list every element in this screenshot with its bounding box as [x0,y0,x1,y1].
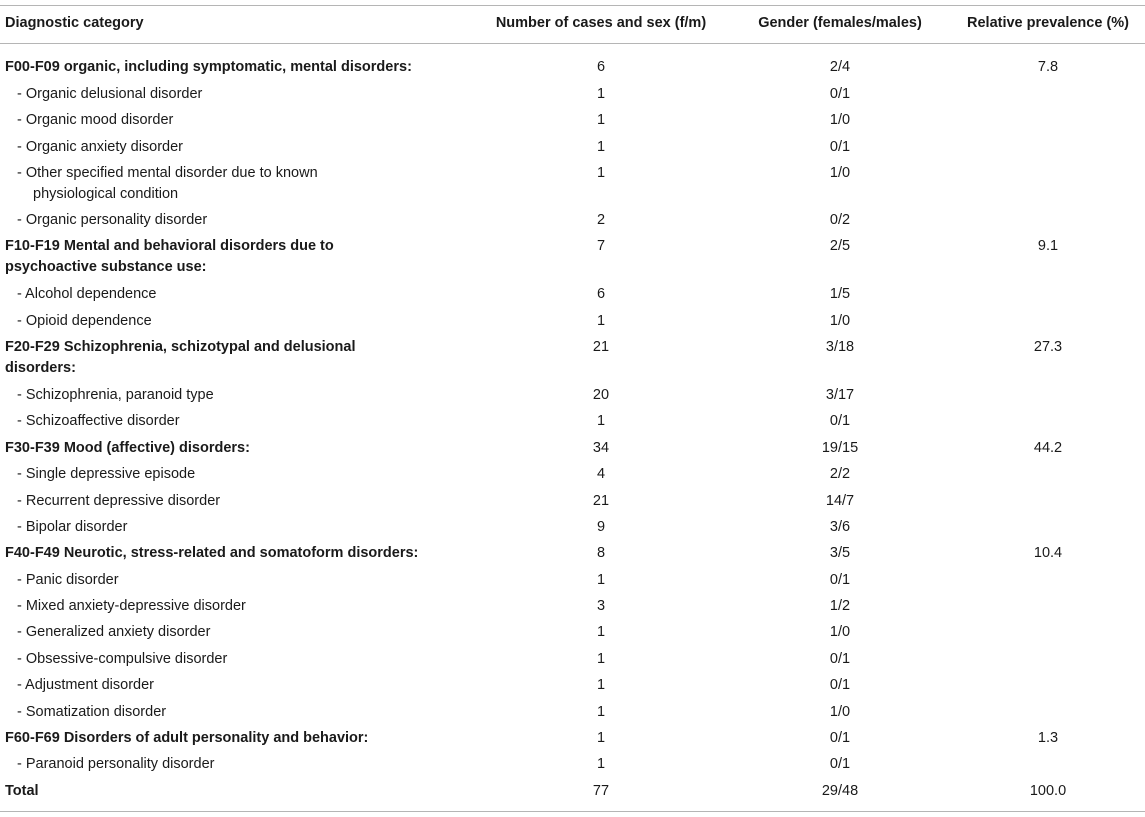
prevalence-cell: 7.8 [1037,59,1059,75]
subcategory-label: - Bipolar disorder [17,519,128,535]
cases-cell: 1 [596,572,606,588]
header-relative-prevalence: Relative prevalence (%) [967,15,1129,31]
prevalence-cell: 10.4 [1033,545,1063,561]
subcategory-label: - Organic personality disorder [17,212,208,228]
gender-cell: 1/0 [829,624,851,640]
gender-cell: 0/1 [829,413,851,429]
category-label: F20-F29 Schizophrenia, schizotypal and delusional disorders: [5,339,356,376]
gender-cell: 0/1 [829,730,851,746]
subcategory-label: - Opioid dependence [17,313,152,329]
gender-cell: 0/1 [829,86,851,102]
cases-cell: 6 [596,59,606,75]
gender-cell: 19/15 [821,440,859,456]
header-number-of-cases: Number of cases and sex (f/m) [495,15,707,31]
prevalence-cell: 1.3 [1037,730,1059,746]
category-label: F40-F49 Neurotic, stress-related and somatoform disorders: [5,545,419,561]
gender-cell: 3/5 [829,545,851,561]
cases-cell: 1 [596,624,606,640]
cases-cell: 7 [596,238,606,254]
total-gender-cell: 29/48 [821,783,859,799]
prevalence-cell: 9.1 [1037,238,1059,254]
gender-cell: 2/2 [829,466,851,482]
cases-cell: 34 [592,440,610,456]
gender-cell: 2/4 [829,59,851,75]
gender-cell: 3/18 [825,339,855,355]
table-top-rule [0,5,1145,6]
cases-cell: 1 [596,677,606,693]
cases-cell: 1 [596,756,606,772]
subcategory-label: - Organic anxiety disorder [17,139,184,155]
gender-cell: 0/2 [829,212,851,228]
subcategory-label: - Panic disorder [17,572,119,588]
gender-cell: 0/1 [829,677,851,693]
subcategory-label: - Generalized anxiety disorder [17,624,211,640]
cases-cell: 1 [596,86,606,102]
cases-cell: 8 [596,545,606,561]
gender-cell: 1/2 [829,598,851,614]
category-label: F60-F69 Disorders of adult personality and behavior: [5,730,369,746]
cases-cell: 1 [596,704,606,720]
cases-cell: 1 [596,413,606,429]
table-bottom-rule [0,811,1145,812]
total-label: Total [5,783,39,799]
gender-cell: 1/0 [829,112,851,128]
cases-cell: 6 [596,286,606,302]
subcategory-label: - Schizoaffective disorder [17,413,180,429]
total-cases-cell: 77 [592,783,610,799]
subcategory-label: - Organic delusional disorder [17,86,203,102]
gender-cell: 3/6 [829,519,851,535]
cases-cell: 9 [596,519,606,535]
table-header-rule [0,43,1145,44]
subcategory-label: - Mixed anxiety-depressive disorder [17,598,246,614]
cases-cell: 1 [596,165,606,181]
header-diagnostic-category: Diagnostic category [5,15,144,31]
gender-cell: 1/0 [829,313,851,329]
cases-cell: 1 [596,651,606,667]
cases-cell: 1 [596,313,606,329]
cases-cell: 2 [596,212,606,228]
total-prevalence-cell: 100.0 [1029,783,1067,799]
cases-cell: 21 [592,339,610,355]
subcategory-label: - Somatization disorder [17,704,167,720]
gender-cell: 1/5 [829,286,851,302]
category-label: F10-F19 Mental and behavioral disorders due to psychoactive substance use: [5,238,334,275]
cases-cell: 3 [596,598,606,614]
cases-cell: 1 [596,112,606,128]
gender-cell: 0/1 [829,756,851,772]
cases-cell: 4 [596,466,606,482]
gender-cell: 2/5 [829,238,851,254]
gender-cell: 14/7 [825,493,855,509]
cases-cell: 1 [596,139,606,155]
subcategory-label: - Single depressive episode [17,466,196,482]
subcategory-label: - Obsessive-compulsive disorder [17,651,228,667]
subcategory-label: - Recurrent depressive disorder [17,493,221,509]
subcategory-label: - Schizophrenia, paranoid type [17,387,214,403]
gender-cell: 1/0 [829,704,851,720]
category-label: F30-F39 Mood (affective) disorders: [5,440,250,456]
header-gender: Gender (females/males) [758,15,922,31]
category-label: F00-F09 organic, including symptomatic, mental disorders: [5,59,412,75]
subcategory-label: - Paranoid personality disorder [17,756,215,772]
gender-cell: 1/0 [829,165,851,181]
subcategory-label: - Adjustment disorder [17,677,155,693]
gender-cell: 0/1 [829,651,851,667]
gender-cell: 0/1 [829,139,851,155]
gender-cell: 0/1 [829,572,851,588]
prevalence-cell: 27.3 [1033,339,1063,355]
subcategory-label: - Other specified mental disorder due to known physiological condition [17,165,318,202]
prevalence-cell: 44.2 [1033,440,1063,456]
gender-cell: 3/17 [825,387,855,403]
cases-cell: 20 [592,387,610,403]
subcategory-label: - Alcohol dependence [17,286,157,302]
subcategory-label: - Organic mood disorder [17,112,174,128]
cases-cell: 21 [592,493,610,509]
cases-cell: 1 [596,730,606,746]
